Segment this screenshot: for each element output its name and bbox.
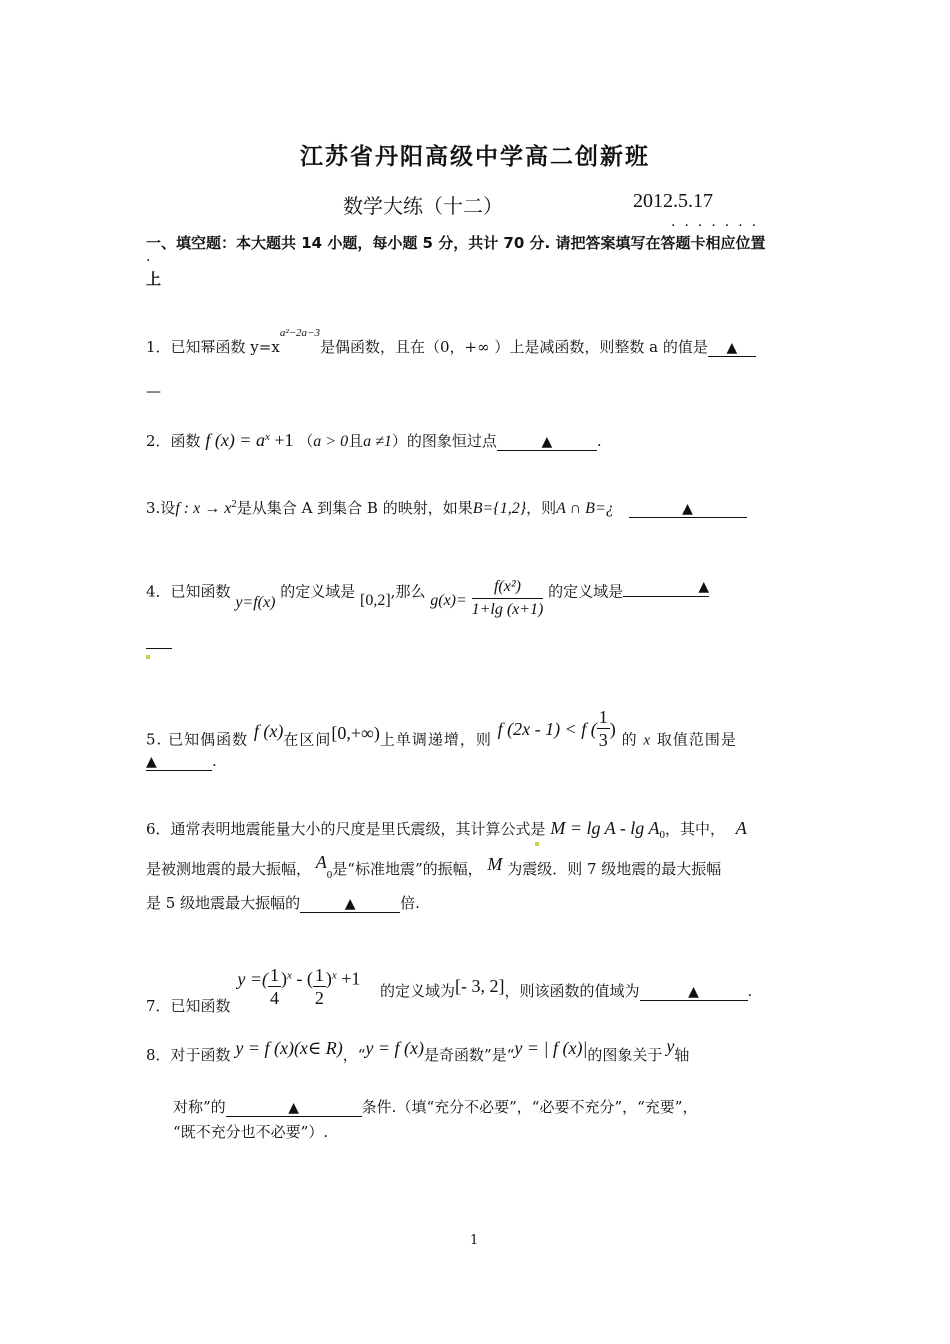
q8-line2a: 对称”的 (173, 1098, 226, 1116)
q1-answer-blank[interactable] (708, 338, 756, 357)
q5-mid2: 上单调递增，则 (379, 730, 492, 749)
q6-A0: A (315, 852, 327, 872)
q6-sub0: 0 (659, 829, 665, 841)
q6-answer-blank[interactable] (300, 894, 400, 913)
q7-frac1-den: 4 (269, 988, 279, 1008)
answer-triangle-icon: ▲ (698, 578, 710, 595)
q5-answer-blank[interactable] (146, 752, 212, 771)
question-5 (146, 707, 737, 763)
q4-domain: [0,2] (360, 591, 391, 609)
q3-then: ，则 (526, 499, 557, 517)
q2-end: . (596, 432, 602, 450)
q4-denominator: 1+lg (x+1) (471, 601, 544, 618)
q8-q2: 是奇函数”是“ (424, 1046, 515, 1064)
q1-prefix: 1．已知幂函数 y=x (146, 338, 280, 356)
question-8-line-1 (146, 1036, 690, 1065)
q8-yvar: y (666, 1036, 675, 1056)
q3-expr: A ∩ B=¿ (556, 500, 614, 517)
q7-x2: x (331, 969, 337, 982)
q3-exp: 2 (231, 498, 237, 510)
q3-answer-blank[interactable] (629, 499, 747, 518)
emphasis-dots: ······· (671, 218, 766, 234)
question-7-tail (380, 976, 753, 1001)
q2-cond2: a ≠1 (363, 433, 392, 450)
q6-line1b: ，其中， (664, 820, 725, 838)
q5-inequality: f (2x - 1) < f ( (497, 718, 597, 739)
q8-q1: ，“ (342, 1046, 366, 1064)
q3-mid: 是从集合 A 到集合 B 的映射，如果 (236, 499, 473, 517)
q7-x1: x (286, 969, 292, 982)
q7-paren2: ) (325, 968, 332, 989)
q4-domain-text: 的定义域是 (280, 582, 356, 601)
q3-map: f : x → x (175, 500, 232, 517)
answer-triangle-icon: ▲ (288, 1100, 300, 1116)
q7-end: . (747, 982, 753, 1000)
q7-frac1 (268, 964, 281, 1009)
q5-end: . (212, 752, 217, 770)
exam-subtitle: 数学大练（十二） (343, 194, 503, 218)
q8-func: y = f (x)(x∈ R) (235, 1038, 343, 1058)
q8-abs-func: y = | f (x)| (514, 1038, 588, 1058)
q2-and: 且 (348, 432, 364, 450)
margin-mark (146, 644, 150, 663)
emphasis-dot: · (146, 253, 160, 269)
q2-cond-close: ）的图象恒过点 (391, 432, 497, 450)
q7-frac2-den: 2 (314, 988, 324, 1008)
answer-triangle-icon: ▲ (344, 896, 356, 912)
question-2 (146, 430, 602, 451)
q7-frac2 (313, 964, 326, 1009)
page-number: 1 (470, 1233, 479, 1248)
q5-answer-line (146, 752, 217, 771)
q5-prefix: 5. 已知偶函数 (146, 730, 249, 749)
q6-line3b: 倍. (400, 894, 420, 912)
answer-triangle-icon: ▲ (682, 501, 693, 517)
q5-fraction (597, 706, 610, 751)
q5-suffix: 的 (621, 730, 638, 749)
q7-y: y =( (237, 968, 268, 989)
q6-M: M (487, 854, 503, 874)
answer-triangle-icon: ▲ (146, 754, 157, 770)
question-6-line-1 (146, 818, 747, 841)
q2-cond-open: （ (298, 432, 314, 450)
q8-prefix: 8．对于函数 (146, 1046, 231, 1064)
q2-exp: x (264, 431, 270, 443)
answer-triangle-icon: ▲ (726, 340, 738, 356)
question-8-line-3: “既不充分也不必要”）. (173, 1123, 329, 1141)
q2-function: f (x) = a (205, 430, 265, 450)
q8-q4: 轴 (674, 1046, 690, 1064)
q6-A: A (735, 818, 747, 838)
q7-plus: +1 (336, 968, 361, 989)
q6-formula: M = lg A - lg A (550, 818, 660, 838)
q5-func: f (x) (253, 720, 284, 741)
section-heading-cont: 上 (146, 270, 162, 288)
question-1 (146, 327, 756, 357)
q6-line2c: 为震级．则 7 级地震的最大振幅 (507, 860, 722, 878)
q8-odd-func: y = f (x) (365, 1038, 425, 1058)
q8-line2b: 条件.（填“充分不必要”，“必要不充分”，“充要”， (361, 1098, 698, 1116)
q4-fraction (472, 576, 544, 621)
q3-setB: B={1,2} (472, 500, 527, 517)
q4-then: ,那么 (390, 582, 426, 601)
q7-paren1: ) (280, 968, 287, 989)
question-6-line-2: 是被测地震的最大振幅， $A_0$是“标准地震”的振幅， M 为震级．则 7 级地震的最大振幅 (146, 852, 722, 881)
q7-frac2-num: 1 (314, 965, 324, 985)
q5-close: ) (609, 718, 616, 739)
q4-suffix: 的定义域是 (548, 582, 624, 601)
q7-suffix: ，则该函数的值域为 (504, 982, 640, 1000)
q7-minus: - ( (291, 968, 313, 989)
question-6-line-3 (146, 892, 420, 913)
answer-triangle-icon: ▲ (688, 984, 699, 1000)
exam-date: 2012.5.17 (633, 190, 713, 212)
q1-continuation: — (146, 382, 161, 400)
q5-suffix2: 取值范围是 (656, 730, 737, 749)
q7-frac1-num: 1 (269, 965, 279, 985)
q6-line1a: 6．通常表明地震能量大小的尺度是里氏震级，其计算公式是 (146, 820, 546, 838)
q8-answer-blank[interactable] (226, 1098, 362, 1117)
q2-prefix: 2．函数 (146, 432, 201, 450)
q2-answer-blank[interactable] (497, 432, 597, 451)
page-title: 江苏省丹阳高级中学高二创新班 (300, 143, 650, 170)
q7-domain-text: 的定义域为 (380, 982, 456, 1000)
q5-frac-num: 1 (598, 707, 608, 727)
q4-func: y=f(x) (235, 593, 276, 611)
question-4 (146, 570, 710, 618)
q4-g: g(x)= (430, 591, 467, 609)
q2-plus: +1 (269, 430, 294, 450)
q4-answer-blank[interactable] (623, 578, 709, 597)
q5-mid1: 在区间 (283, 730, 332, 749)
q7-answer-blank[interactable] (640, 982, 748, 1001)
q4-numerator: f(x²) (472, 576, 544, 599)
q1-exponent: a²−2a−3 (279, 327, 320, 339)
margin-mark (535, 831, 539, 850)
q1-suffix: 是偶函数，且在（0，+∞ ）上是减函数，则整数 a 的值是 (319, 338, 708, 356)
answer-triangle-icon: ▲ (541, 434, 553, 450)
q6-line2b: 是“标准地震”的振幅， (332, 860, 483, 878)
q3-prefix: 3.设 (146, 499, 176, 517)
q4-prefix: 4．已知函数 (146, 582, 231, 601)
q2-cond1: a > 0 (313, 433, 349, 450)
q6-line2a: 是被测地震的最大振幅， (146, 860, 312, 878)
question-8-line-2 (173, 1096, 697, 1117)
section-heading: 一、填空题：本大题共 14 小题，每小题 5 分，共计 70 分. 请把答案填写在答题卡相应位置 (146, 234, 766, 252)
q8-q3: 的图象关于 (587, 1046, 663, 1064)
q5-frac-den: 3 (598, 730, 608, 750)
q5-var: x (643, 732, 652, 749)
question-3 (146, 497, 747, 518)
q5-interval: [0,+∞) (331, 722, 380, 743)
q7-prefix: 7．已知函数 (146, 996, 231, 1015)
q6-line3a: 是 5 级地震最大振幅的 (146, 894, 301, 912)
q7-domain: [- 3, 2] (455, 976, 505, 996)
question-7 (146, 958, 361, 1015)
